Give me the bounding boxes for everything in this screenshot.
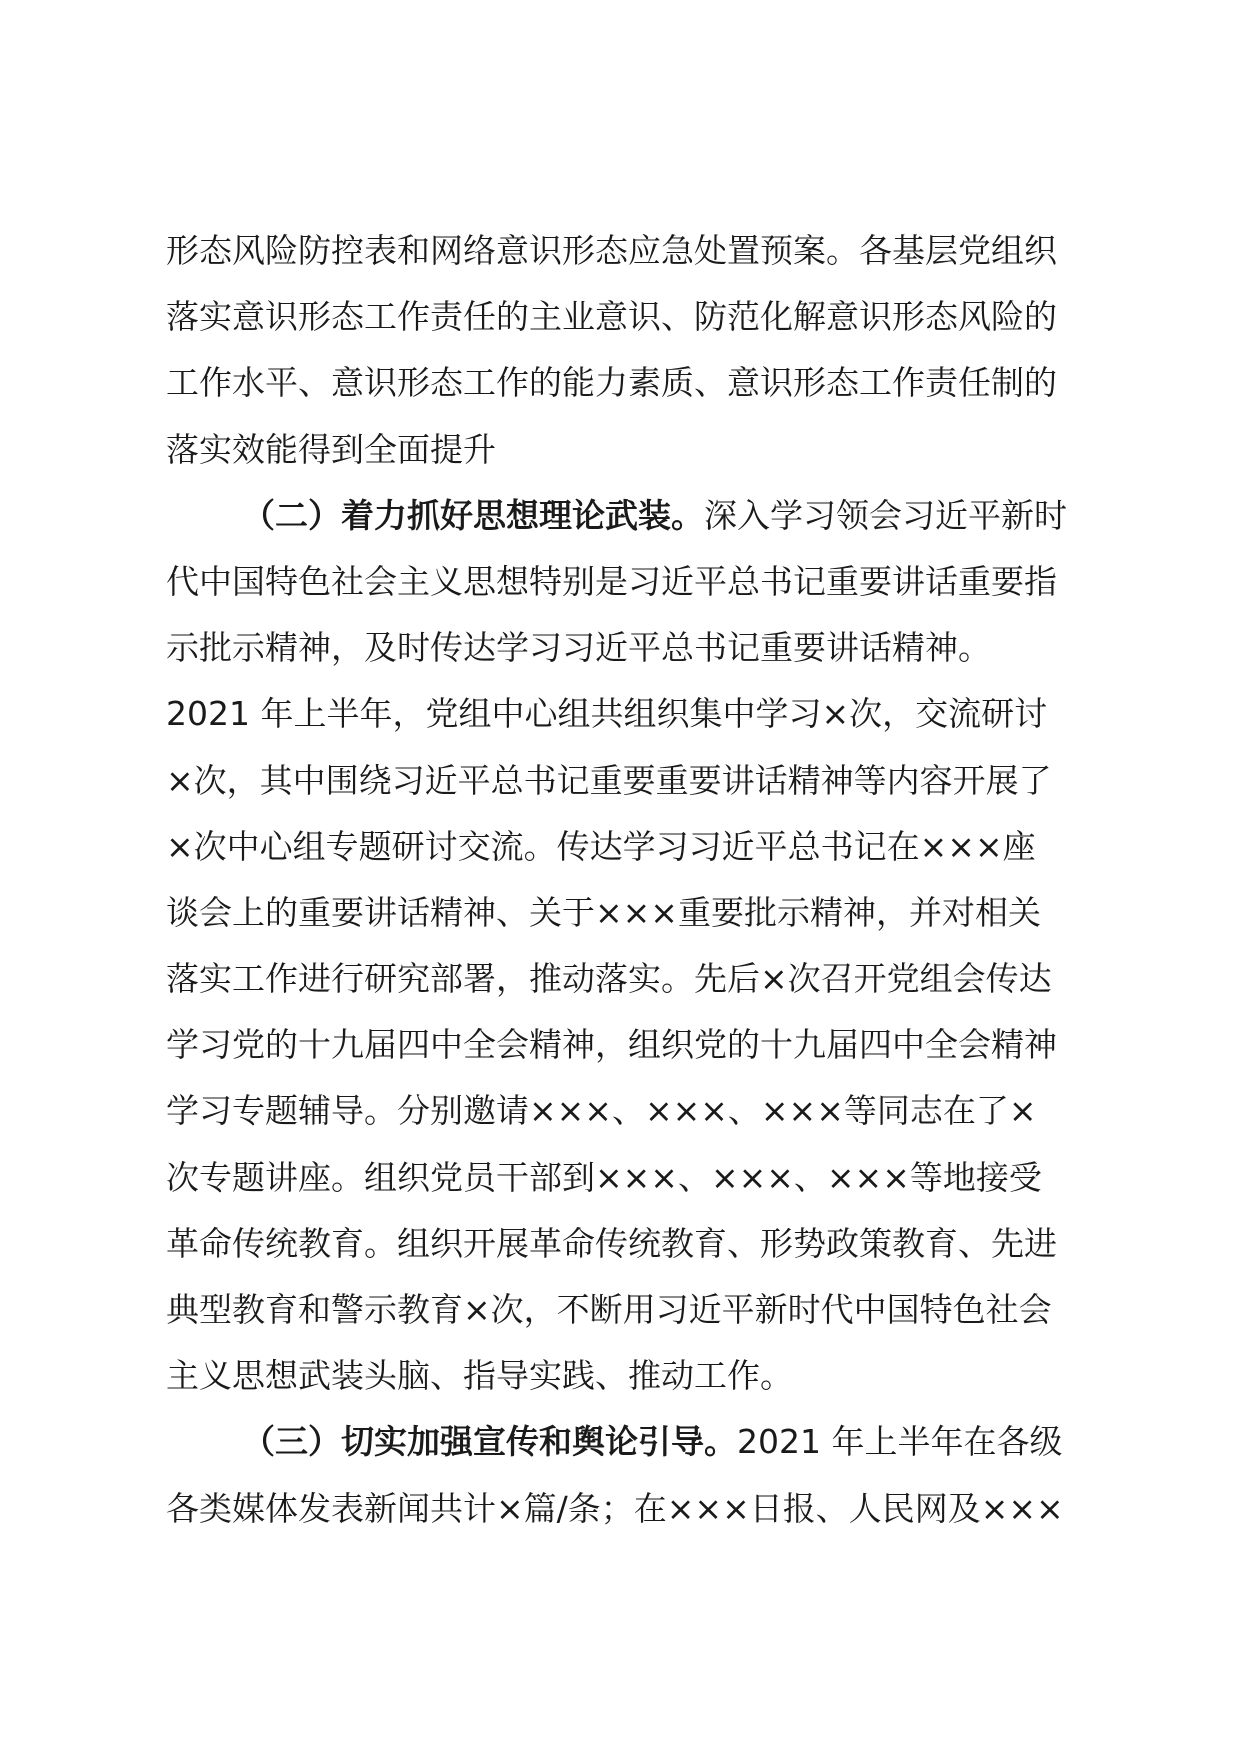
paragraph-line: 典型教育和警示教育×次，不断用习近平新时代中国特色社会 [166,1290,1052,1329]
paragraph-line: 形态风险防控表和网络意识形态应急处置预案。各基层党组织 [166,231,1057,270]
section-heading-3: （三）切实加强宣传和舆论引导。 [242,1422,737,1462]
paragraph-line: 学习专题辅导。分别邀请×××、×××、×××等同志在了× [166,1091,1037,1131]
paragraph-line: 次专题讲座。组织党员干部到×××、×××、×××等地接受 [166,1157,1042,1197]
paragraph-text: 2021 年上半年在各级 [737,1422,1063,1462]
paragraph-line: 落实意识形态工作责任的主业意识、防范化解意识形态风险的 [166,297,1057,337]
paragraph-line: ×次，其中围绕习近平总书记重要重要讲话精神等内容开展了 [166,760,1052,800]
paragraph-line: ×次中心组专题研讨交流。传达学习习近平总书记在×××座 [166,826,1036,866]
paragraph-first-line [166,1409,1086,1475]
paragraph-line: 落实工作进行研究部署，推动落实。先后×次召开党组会传达 [166,959,1052,999]
paragraph-text: 深入学习领会习近平新时 [704,495,1067,535]
paragraph-line: 谈会上的重要讲话精神、关于×××重要批示精神，并对相关 [166,892,1041,932]
paragraph-line: 学习党的十九届四中全会精神，组织党的十九届四中全会精神 [166,1025,1057,1065]
paragraph-line: 工作水平、意识形态工作的能力素质、意识形态工作责任制的 [166,363,1057,403]
paragraph-line: 主义思想武装头脑、指导实践、推动工作。 [166,1356,793,1396]
paragraph-line: 落实效能得到全面提升 [166,429,496,469]
document-body [166,218,1086,1542]
paragraph-line: 示批示精神，及时传达学习习近平总书记重要讲话精神。 [166,628,991,668]
paragraph-line: 革命传统教育。组织开展革命传统教育、形势政策教育、先进 [166,1223,1057,1263]
paragraph-first-line [166,483,1086,549]
section-heading-2: （二）着力抓好思想理论武装。 [242,495,704,535]
paragraph-line: 代中国特色社会主义思想特别是习近平总书记重要讲话重要指 [166,561,1057,601]
paragraph-line: 2021 年上半年，党组中心组共组织集中学习×次，交流研讨 [166,694,1048,734]
paragraph-line: 各类媒体发表新闻共计×篇/条；在×××日报、人民网及××× [166,1488,1064,1528]
